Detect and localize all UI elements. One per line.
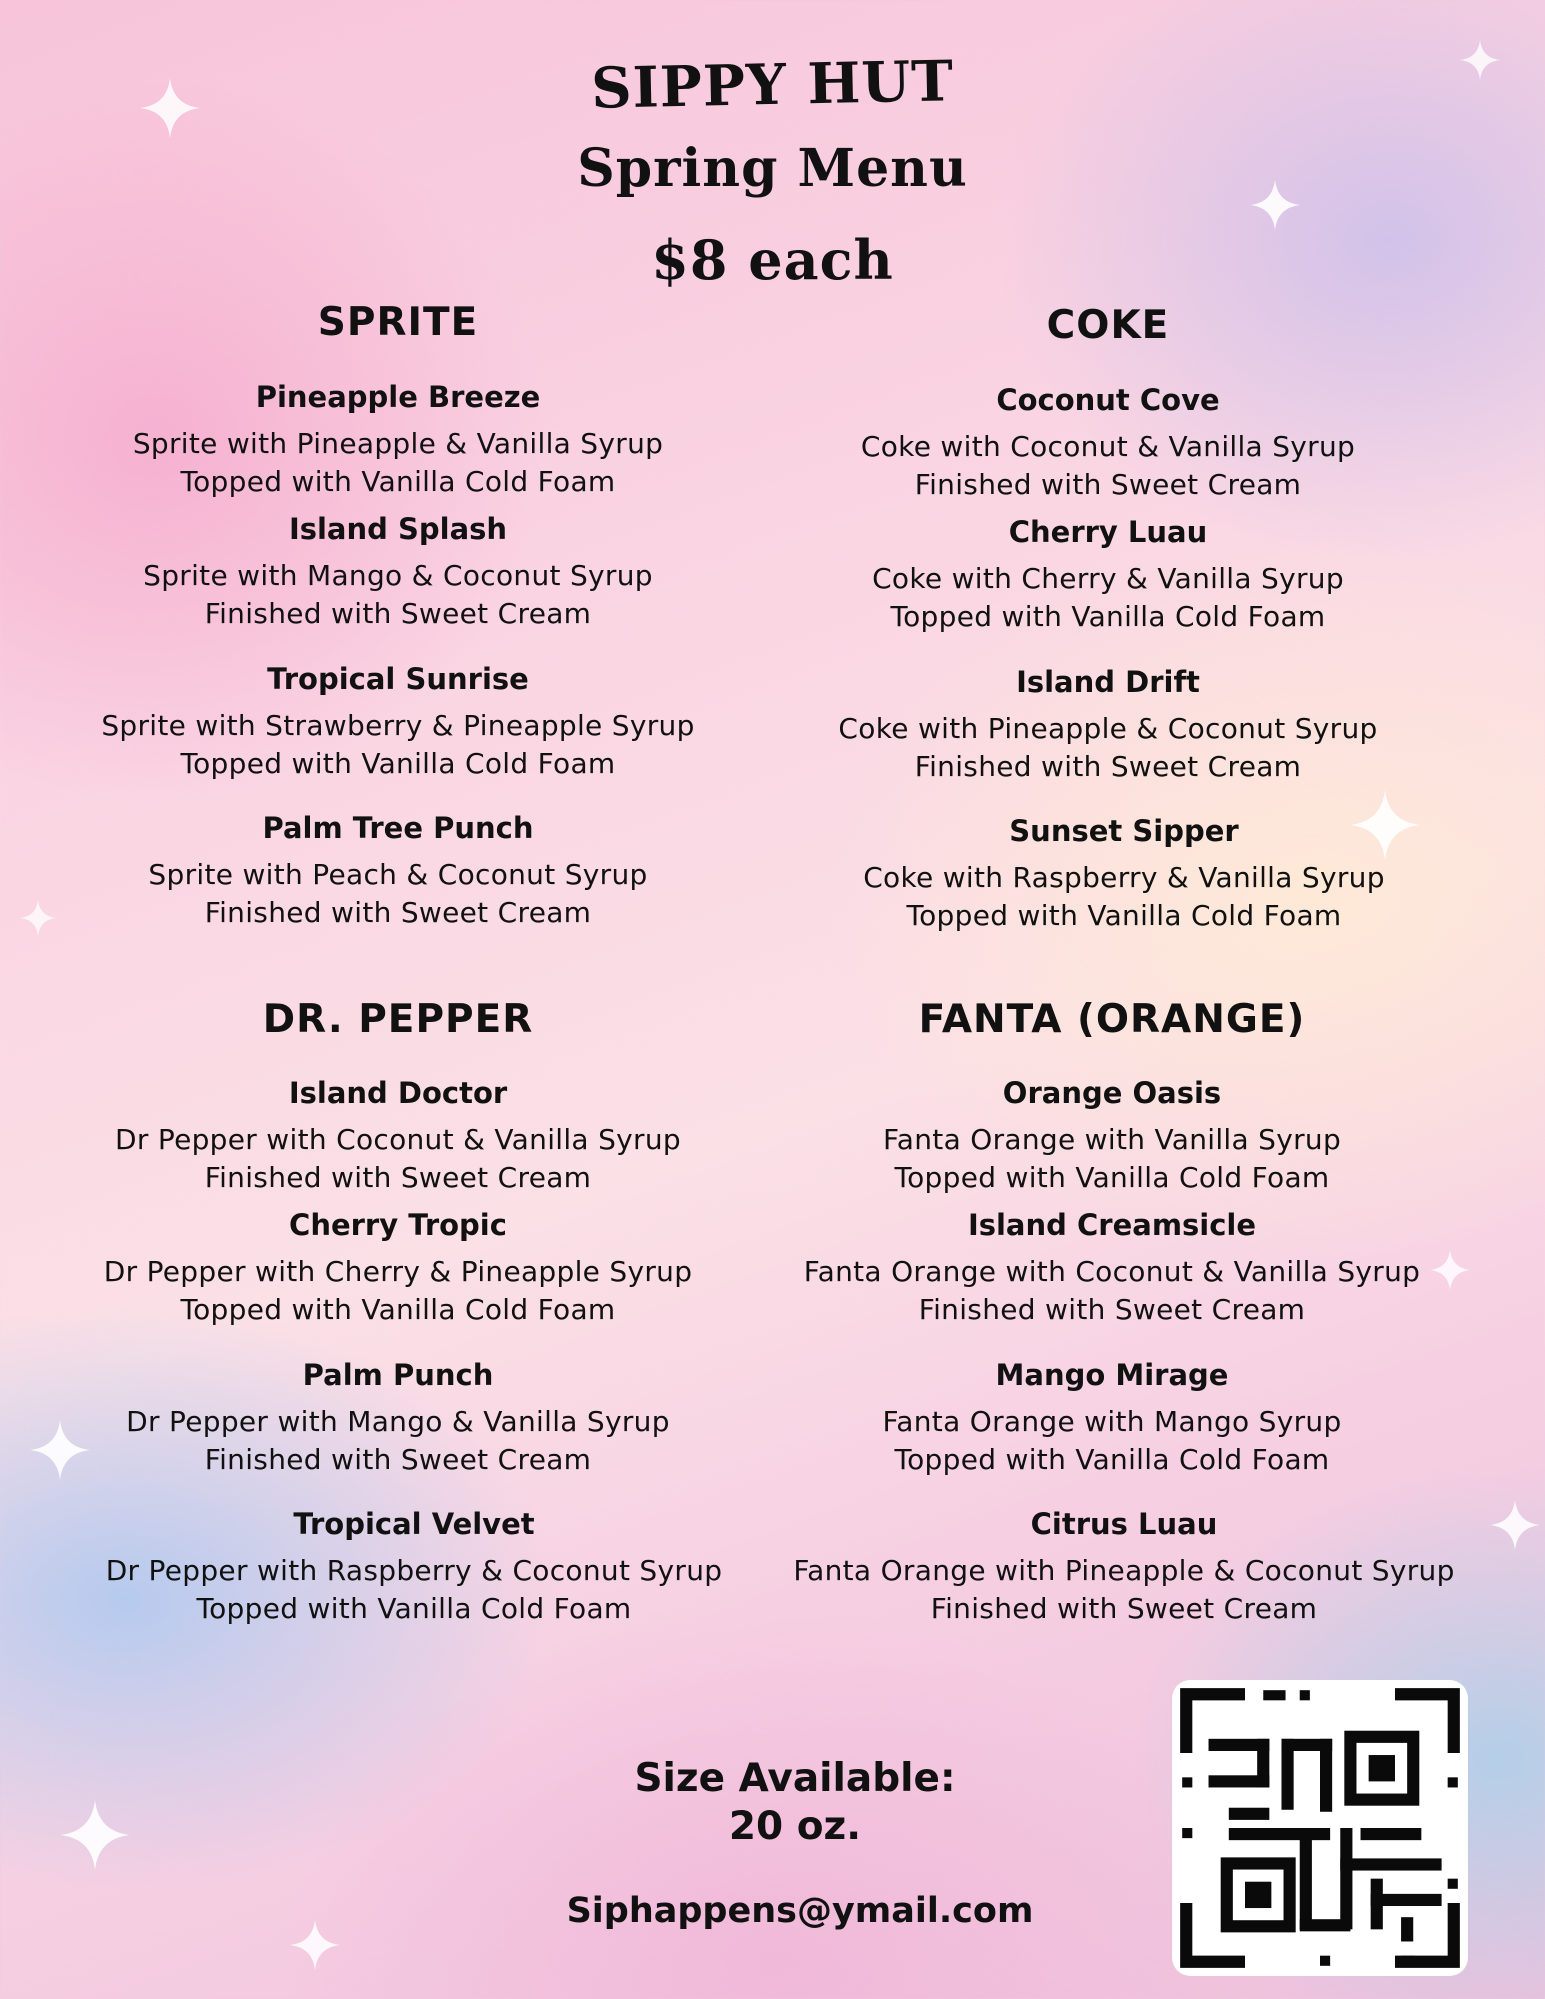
- drink-finish: Finished with Sweet Cream: [204, 1443, 592, 1476]
- section-heading: COKE: [1046, 303, 1170, 348]
- drink-description: Sprite with Strawberry & Pineapple Syrup: [101, 709, 695, 742]
- drink-description: Dr Pepper with Mango & Vanilla Syrup: [126, 1405, 670, 1438]
- section-fanta-orange: [752, 997, 1472, 1637]
- drink-item: [752, 1358, 1472, 1479]
- drink-item: [764, 814, 1484, 935]
- drink-name: Island Creamsicle: [967, 1208, 1257, 1242]
- drink-description: Sprite with Peach & Coconut Syrup: [148, 858, 648, 891]
- sparkle-icon: [1490, 1500, 1540, 1550]
- drink-item: [748, 665, 1468, 786]
- drink-description: Dr Pepper with Raspberry & Coconut Syrup: [105, 1554, 723, 1587]
- section-heading: SPRITE: [317, 300, 479, 345]
- drink-name: Tropical Sunrise: [267, 662, 529, 696]
- drink-name: Palm Tree Punch: [262, 811, 534, 845]
- qr-code-icon[interactable]: [1168, 1676, 1472, 1980]
- drink-name: Cherry Tropic: [289, 1208, 507, 1242]
- section-heading: FANTA (ORANGE): [918, 997, 1306, 1042]
- drink-name: Tropical Velvet: [293, 1507, 535, 1541]
- size-label: Size Available:: [634, 1756, 956, 1801]
- drink-finish: Finished with Sweet Cream: [204, 597, 592, 630]
- drink-name: Pineapple Breeze: [255, 380, 541, 414]
- drink-item: [38, 512, 758, 633]
- drink-item: [38, 1358, 758, 1479]
- drink-description: Sprite with Mango & Coconut Syrup: [143, 559, 653, 592]
- section-heading: DR. PEPPER: [262, 997, 534, 1042]
- drink-finish: Finished with Sweet Cream: [914, 750, 1302, 783]
- drink-name: Cherry Luau: [1008, 515, 1208, 549]
- drink-finish: Topped with Vanilla Cold Foam: [180, 465, 616, 498]
- drink-finish: Finished with Sweet Cream: [204, 1161, 592, 1194]
- drink-finish: Finished with Sweet Cream: [930, 1592, 1318, 1625]
- drink-finish: Topped with Vanilla Cold Foam: [894, 1161, 1330, 1194]
- drink-description: Coke with Cherry & Vanilla Syrup: [872, 562, 1344, 595]
- drink-name: Island Drift: [1016, 665, 1200, 699]
- section-coke: [748, 303, 1468, 943]
- drink-finish: Topped with Vanilla Cold Foam: [180, 1293, 616, 1326]
- drink-finish: Finished with Sweet Cream: [918, 1293, 1306, 1326]
- drink-name: Orange Oasis: [1002, 1076, 1222, 1110]
- drink-finish: Topped with Vanilla Cold Foam: [180, 747, 616, 780]
- drink-finish: Topped with Vanilla Cold Foam: [906, 899, 1342, 932]
- size-info: [545, 1755, 1045, 1851]
- drink-finish: Topped with Vanilla Cold Foam: [894, 1443, 1330, 1476]
- menu-title: Spring Menu: [577, 138, 968, 199]
- drink-item: [38, 662, 758, 783]
- drink-item: [764, 1507, 1484, 1628]
- drink-description: Fanta Orange with Vanilla Syrup: [882, 1123, 1342, 1156]
- section-dr-pepper: [38, 997, 758, 1637]
- drink-item: [54, 1507, 774, 1628]
- drink-finish: Topped with Vanilla Cold Foam: [890, 600, 1326, 633]
- drink-description: Coke with Raspberry & Vanilla Syrup: [863, 861, 1385, 894]
- drink-item: [38, 811, 758, 932]
- drink-description: Fanta Orange with Pineapple & Coconut Syrup: [793, 1554, 1455, 1587]
- drink-name: Citrus Luau: [1030, 1507, 1218, 1541]
- sparkle-icon: [290, 1920, 340, 1970]
- drink-item: [748, 383, 1468, 504]
- drink-description: Dr Pepper with Cherry & Pineapple Syrup: [103, 1255, 693, 1288]
- drink-description: Fanta Orange with Mango Syrup: [882, 1405, 1342, 1438]
- section-sprite: [38, 300, 758, 940]
- drink-name: Island Splash: [288, 512, 508, 546]
- drink-finish: Finished with Sweet Cream: [204, 896, 592, 929]
- store-name: SIPPY HUT: [590, 48, 955, 122]
- drink-finish: Topped with Vanilla Cold Foam: [196, 1592, 632, 1625]
- drink-item: [752, 1076, 1472, 1197]
- drink-name: Coconut Cove: [996, 383, 1220, 417]
- drink-name: Palm Punch: [302, 1358, 494, 1392]
- drink-finish: Finished with Sweet Cream: [914, 468, 1302, 501]
- drink-name: Sunset Sipper: [1009, 814, 1239, 848]
- drink-item: [38, 1208, 758, 1329]
- sparkle-icon: [60, 1800, 130, 1870]
- drink-name: Island Doctor: [288, 1076, 508, 1110]
- drink-description: Dr Pepper with Coconut & Vanilla Syrup: [115, 1123, 681, 1156]
- drink-description: Coke with Coconut & Vanilla Syrup: [860, 430, 1356, 463]
- size-value: 20 oz.: [728, 1804, 862, 1849]
- drink-description: Fanta Orange with Coconut & Vanilla Syrup: [803, 1255, 1421, 1288]
- drink-item: [748, 515, 1468, 636]
- drink-item: [752, 1208, 1472, 1329]
- drink-description: Sprite with Pineapple & Vanilla Syrup: [132, 427, 664, 460]
- drink-description: Coke with Pineapple & Coconut Syrup: [838, 712, 1378, 745]
- price-label: $8 each: [651, 228, 894, 292]
- drink-item: [38, 380, 758, 501]
- drink-item: [38, 1076, 758, 1197]
- drink-name: Mango Mirage: [995, 1358, 1229, 1392]
- contact-email[interactable]: Siphappens@ymail.com: [566, 1891, 1034, 1931]
